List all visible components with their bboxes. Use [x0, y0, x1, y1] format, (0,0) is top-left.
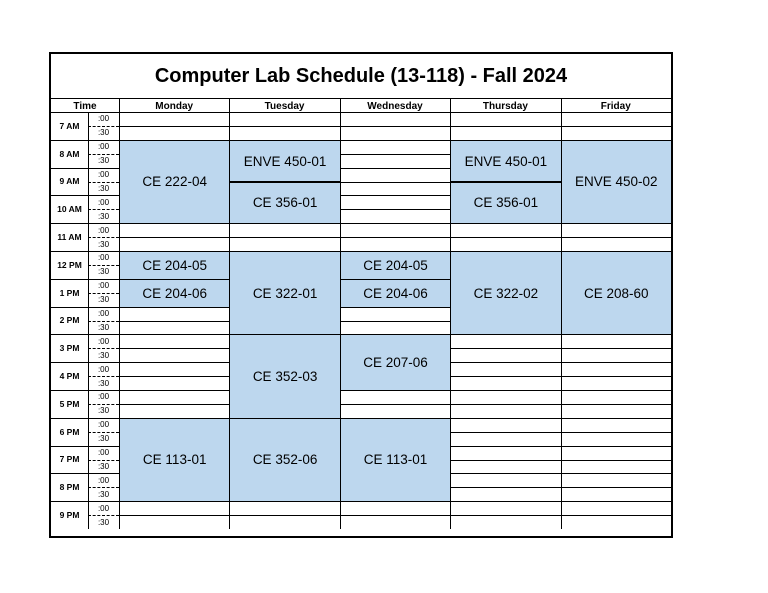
minute-label: :30 [97, 517, 110, 527]
class-block: CE 208-60 [561, 251, 672, 335]
half-hour-line [119, 404, 671, 405]
hour-label: 4 PM [59, 371, 80, 382]
class-block: CE 222-04 [119, 140, 230, 224]
minute-label: :30 [97, 183, 110, 193]
minute-label: :00 [97, 420, 110, 430]
day-header-monday: Monday [155, 100, 194, 112]
minute-label: :00 [97, 142, 110, 152]
class-block: CE 113-01 [119, 418, 230, 502]
minute-label: :30 [97, 489, 110, 499]
class-block: CE 204-05 [340, 251, 451, 280]
class-block: ENVE 450-01 [450, 140, 561, 183]
class-block: CE 352-03 [229, 334, 340, 418]
minute-label: :00 [97, 364, 110, 374]
class-block: ENVE 450-01 [229, 140, 340, 183]
hour-label: 11 AM [57, 232, 82, 243]
minute-label: :30 [97, 434, 110, 444]
minute-label: :00 [97, 448, 110, 458]
day-header-tuesday: Tuesday [264, 100, 305, 112]
hour-label: 8 PM [59, 482, 80, 493]
minute-label: :30 [97, 267, 110, 277]
minute-label: :30 [97, 295, 110, 305]
hour-label: 2 PM [59, 315, 80, 326]
hour-label: 9 AM [59, 176, 80, 187]
minute-label: :00 [97, 281, 110, 291]
day-header-friday: Friday [600, 100, 631, 112]
hour-label: 5 PM [59, 398, 80, 409]
class-block: CE 204-06 [340, 279, 451, 308]
hour-label: 3 PM [59, 343, 80, 354]
minute-label: :00 [97, 253, 110, 263]
minute-label: :30 [97, 378, 110, 388]
schedule-grid [51, 54, 671, 536]
hour-label: 6 PM [59, 426, 80, 437]
minute-label: :30 [97, 461, 110, 471]
minute-label: :00 [97, 170, 110, 180]
class-block: CE 356-01 [229, 182, 340, 225]
minute-label: :30 [97, 350, 110, 360]
hour-label: 1 PM [59, 287, 80, 298]
class-block: CE 356-01 [450, 182, 561, 225]
minute-label: :00 [97, 197, 110, 207]
hour-label: 10 AM [57, 204, 82, 215]
hour-label: 7 PM [59, 454, 80, 465]
minute-label: :30 [97, 128, 110, 138]
hour-label: 9 PM [59, 510, 80, 521]
minute-label: :00 [97, 309, 110, 319]
minute-label: :30 [97, 211, 110, 221]
schedule-sheet [49, 52, 673, 538]
time-header: Time [73, 100, 97, 112]
minute-label: :30 [97, 322, 110, 332]
minute-label: :00 [97, 336, 110, 346]
day-header-thursday: Thursday [482, 100, 528, 112]
minute-label: :00 [97, 114, 110, 124]
class-block: CE 204-06 [119, 279, 230, 308]
half-hour-line [119, 237, 671, 238]
minute-label: :00 [97, 392, 110, 402]
hour-label: 7 AM [59, 120, 80, 131]
half-hour-line [119, 515, 671, 516]
minute-label: :00 [97, 475, 110, 485]
class-block: CE 204-05 [119, 251, 230, 280]
minute-label: :00 [97, 225, 110, 235]
day-header-wednesday: Wednesday [367, 100, 423, 112]
class-block: ENVE 450-02 [561, 140, 672, 224]
minute-label: :30 [97, 239, 110, 249]
minute-label: :00 [97, 503, 110, 513]
class-block: CE 322-01 [229, 251, 340, 335]
hour-label: 12 PM [57, 259, 82, 270]
class-block: CE 113-01 [340, 418, 451, 502]
hour-label: 8 AM [59, 148, 80, 159]
class-block: CE 322-02 [450, 251, 561, 335]
minute-label: :30 [97, 156, 110, 166]
half-hour-line [119, 126, 671, 127]
page-title: Computer Lab Schedule (13-118) - Fall 2024 [154, 64, 568, 87]
class-block: CE 207-06 [340, 334, 451, 391]
class-block: CE 352-06 [229, 418, 340, 502]
minute-label: :30 [97, 406, 110, 416]
